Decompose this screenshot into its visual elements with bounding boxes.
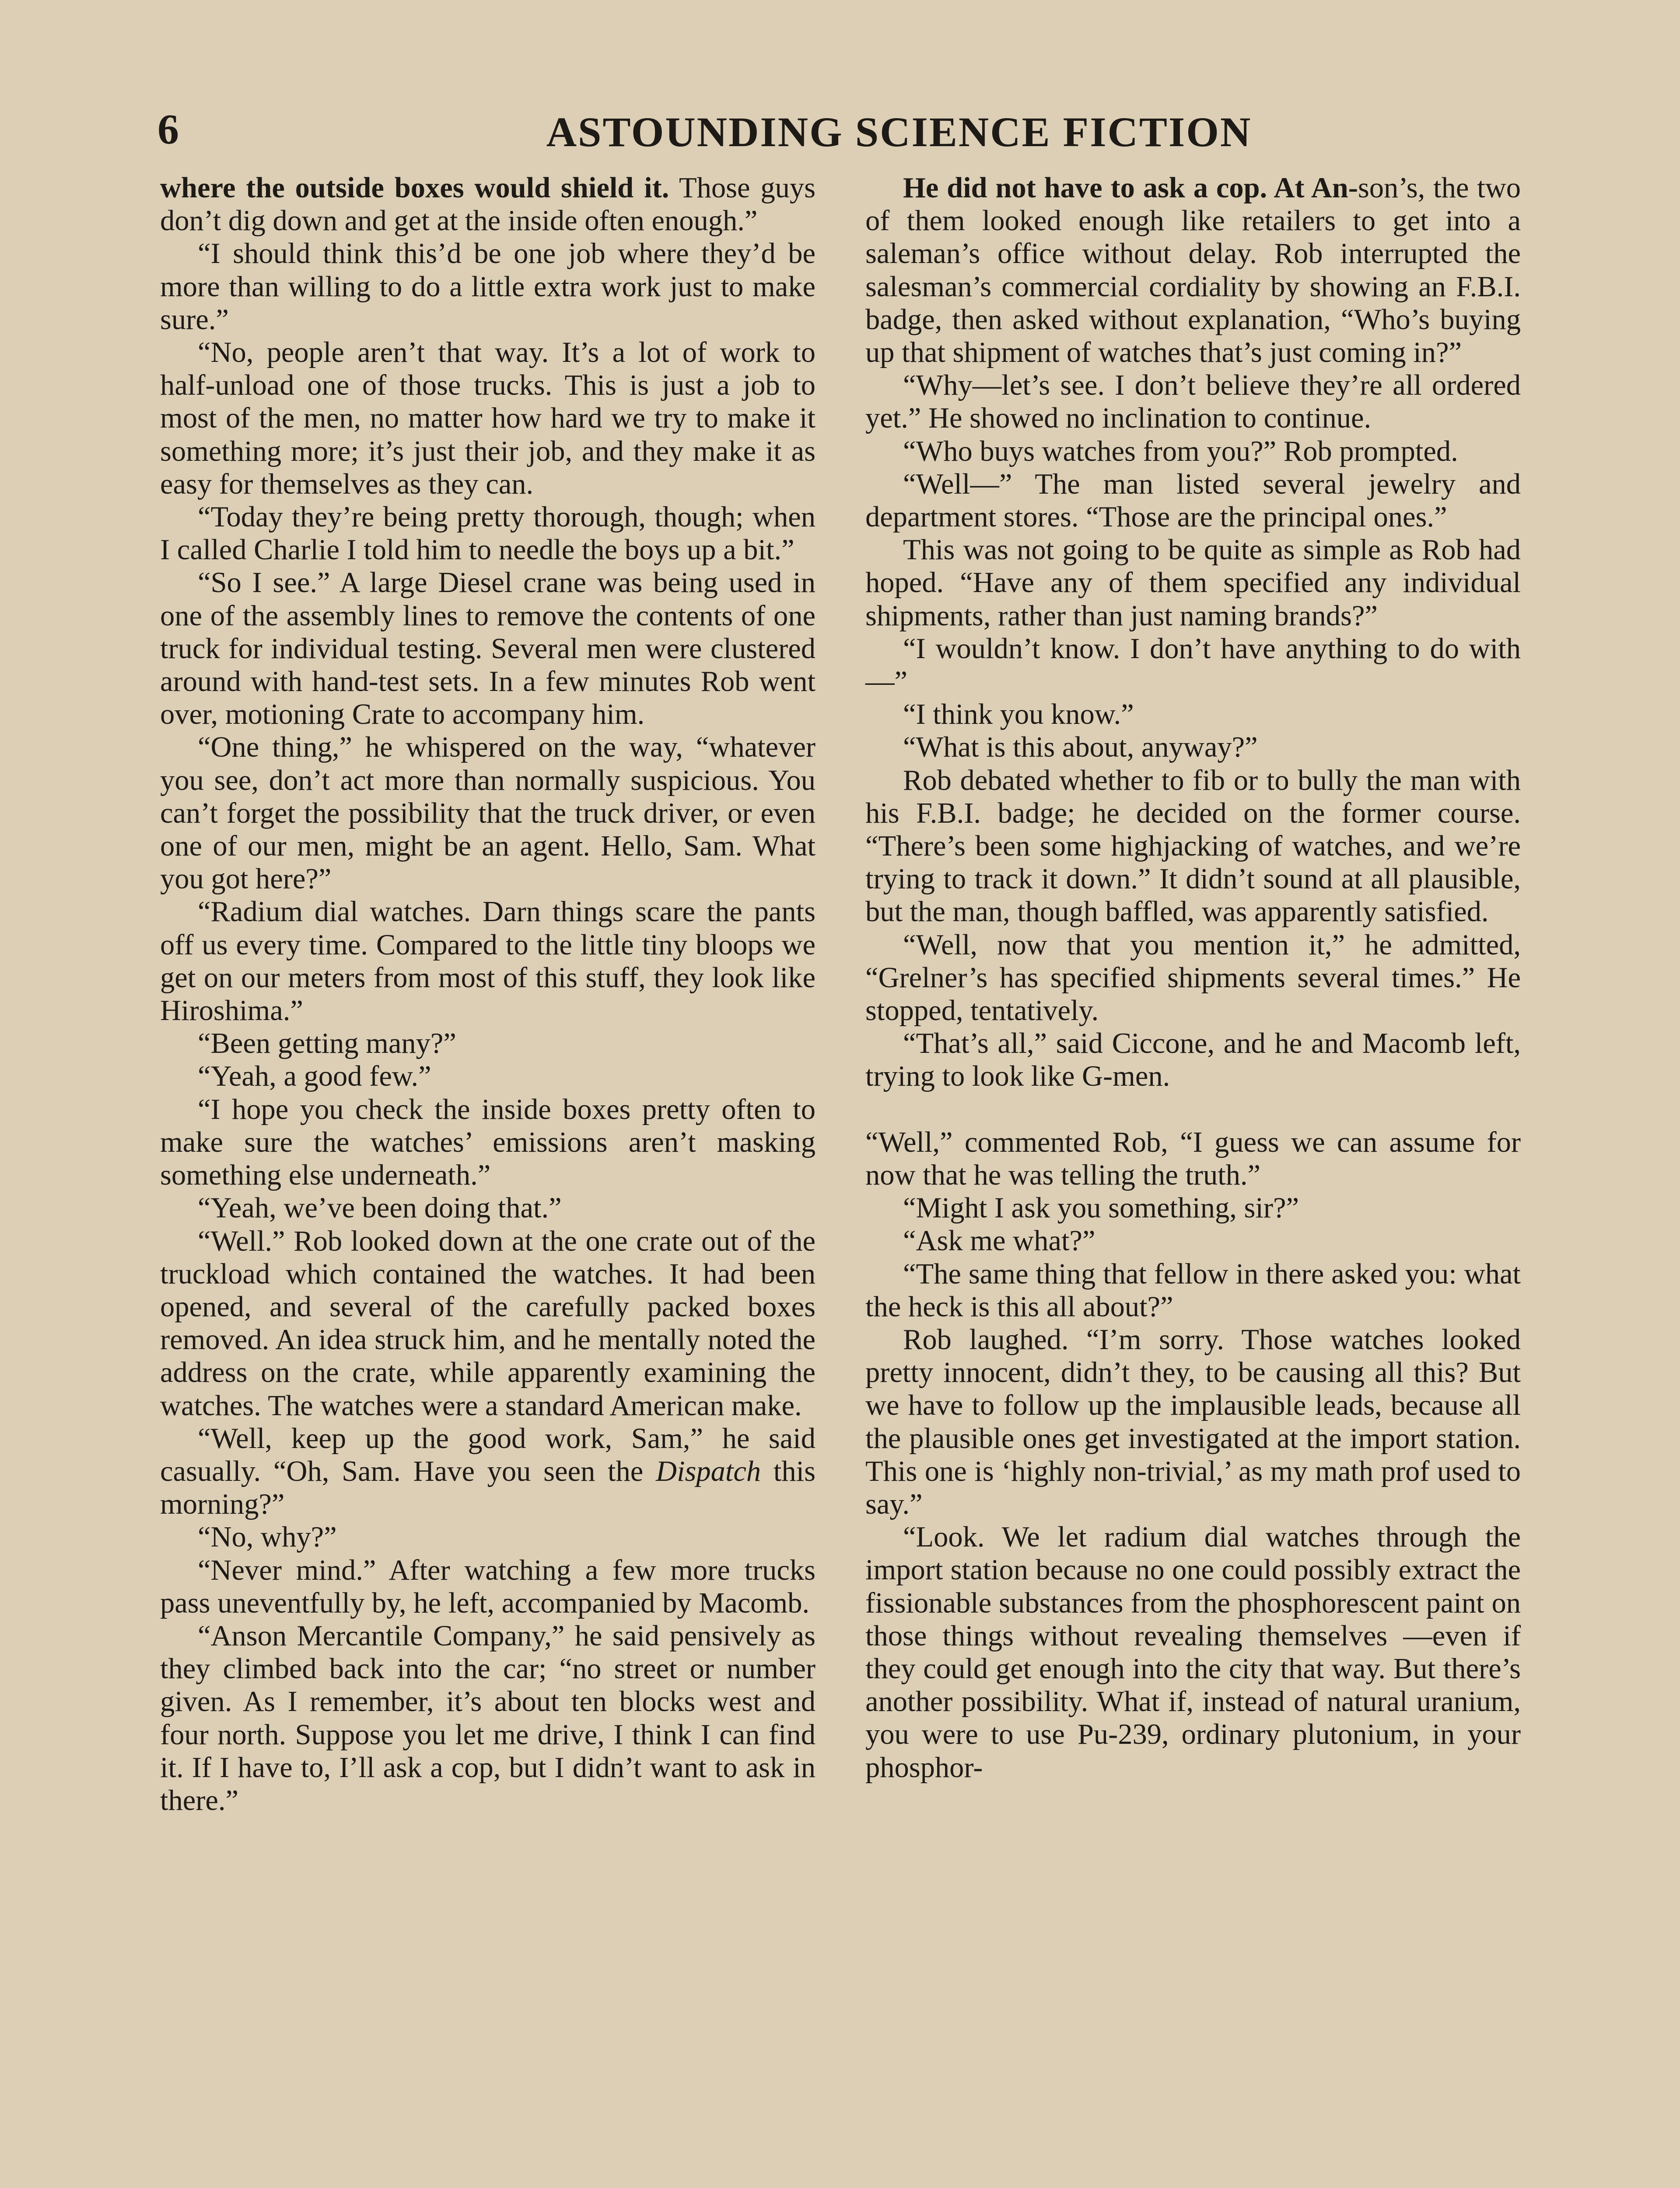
paragraph [160,731,816,895]
paragraph-text: “Well, now that you mention it,” he admitted, “Grelner’s has specified shipments several times.” He stopped, tentatively. [865,929,1521,1027]
paragraph [160,1620,816,1817]
paragraph [160,1060,816,1093]
paragraph-text: “Well—” The man listed several jewelry and department stores. “Those are the principal ones.” [865,468,1521,533]
paragraph [865,435,1521,468]
paragraph [160,1192,816,1224]
paragraph-text: This was not going to be quite as simple as Rob had hoped. “Have any of them specified any individual shipments, rather than just naming brands?” [865,534,1521,632]
paragraph [865,764,1521,929]
paragraph [865,172,1521,369]
running-title: ASTOUNDING SCIENCE FICTION [546,109,1252,155]
paragraph [160,237,816,336]
paragraph [160,1225,816,1422]
paragraph-text: “Radium dial watches. Darn things scare the pants off us every time. Compared to the little tiny bloops we get on our meters from most of this stuff, they look like Hiroshima.” [160,896,816,1027]
paragraph-text: “Been getting many?” [198,1027,456,1060]
paragraph-text: “Yeah, we’ve been doing that.” [198,1192,562,1224]
paragraph [865,1323,1521,1521]
paragraph [865,731,1521,764]
paragraph [865,1192,1521,1224]
paragraph-text: “Today they’re being pretty thorough, though; when I called Charlie I told him to needle the boys up a bit.” [160,501,816,566]
paragraph-text: Those guys don’t dig down and get at the inside often enough.” [160,172,816,237]
paragraph [160,1521,816,1553]
paragraph [865,1258,1521,1323]
italic-title: Dispatch [656,1455,761,1487]
paragraph-text: “No, why?” [198,1521,337,1553]
page-number: 6 [158,106,179,153]
paragraph [865,1224,1521,1257]
paragraph-text: “One thing,” he whispered on the way, “whatever you see, don’t act more than normally suspicious. You can’t forget the possibility that the truck driver, or even one of our men, might be an agent. Hello, Sam. What you got here?” [160,731,816,895]
paragraph-text: “That’s all,” said Ciccone, and he and Macomb left, trying to look like G-men. [865,1027,1521,1093]
paragraph [865,1521,1521,1784]
paragraph-text: “I hope you check the inside boxes pretty often to make sure the watches’ emissions aren’t masking something else underneath.” [160,1093,816,1192]
paragraph-text: “Why—let’s see. I don’t believe they’re all ordered yet.” He showed no inclination to continue. [865,369,1521,435]
paragraph-text: “I think you know.” [903,698,1134,731]
paragraph [160,172,816,237]
paragraph-text: “Well,” commented Rob, “I guess we can assume for now that he was telling the truth.” [865,1126,1521,1191]
paragraph [865,468,1521,533]
paragraph [865,698,1521,731]
paragraph-text: Rob debated whether to fib or to bully the man with his F.B.I. badge; he decided on the former course. “There’s been some highjacking of watches, and we’re trying to track it down.” It didn’t sound at all plausible, but the man, though baffled, was apparently satisfied. [865,764,1521,928]
paragraph [160,1422,816,1521]
left-text-column [160,172,816,1817]
paragraph [160,501,816,566]
paragraph [865,533,1521,632]
right-text-column [865,172,1521,1784]
paragraph [160,1093,816,1192]
paragraph [865,1027,1521,1093]
paragraph [865,1126,1521,1192]
paragraph [160,566,816,731]
paragraph-text: “Who buys watches from you?” Rob prompted. [903,435,1458,467]
paragraph-text: “So I see.” A large Diesel crane was being used in one of the assembly lines to remove the contents of one truck for individual testing. Several men were clustered around with hand-test sets. In a few minutes Rob went over, motioning Crate to accompany him. [160,567,816,731]
paragraph [865,632,1521,698]
paragraph-text: “Yeah, a good few.” [198,1060,431,1093]
paragraph-text: “I should think this’d be one job where they’d be more than willing to do a little extra work just to make sure.” [160,238,816,336]
paragraph-text: Rob laughed. “I’m sorry. Those watches looked pretty innocent, didn’t they, to be causing all this? But we have to follow up the implausible leads, because all the plausible ones get investigated at the import station. This one is ‘highly non-trivial,’ as my math prof used to say.” [865,1323,1521,1520]
paragraph [160,336,816,501]
paragraph-text: “Well, keep up the good work, Sam,” he said casually. “Oh, Sam. Have you seen the [160,1422,816,1487]
paragraph-text: “What is this about, anyway?” [903,731,1258,764]
paragraph-text: son’s, the two of them looked enough like retailers to get into a saleman’s office without delay. Rob interrupted the salesman’s commercial cordiality by showing an F.B.I. badge, then asked without explanation, “Who’s buying up that shipment of watches that’s just coming in?” [865,172,1521,369]
paragraph-text: “Never mind.” After watching a few more trucks pass uneventfully by, he left, accompanied by Macomb. [160,1554,816,1619]
page-header [158,105,1536,162]
bold-lead-in: He did not have to ask a cop. At An- [903,172,1358,204]
paragraph-text: “Look. We let radium dial watches through the import station because no one could possibly extract the fissionable substances from the phosphorescent paint on those things without revealing themselves —even if they could get enough into the city that way. But there’s another possibility. What if, instead of natural uranium, you were to use Pu-239, ordinary plutonium, in your phosphor- [865,1521,1521,1784]
paragraph [160,895,816,1027]
paragraph-text: “The same thing that fellow in there asked you: what the heck is this all about?” [865,1258,1521,1323]
paragraph-text: “Well.” Rob looked down at the one crate out of the truckload which contained the watches. It had been opened, and several of the carefully packed boxes removed. An idea struck him, and he mentally noted the address on the crate, while apparently examining the watches. The watches were a standard American make. [160,1225,816,1422]
paragraph-text: “Anson Mercantile Company,” he said pensively as they climbed back into the car; “no street or number given. As I remember, it’s about ten blocks west and four north. Suppose you let me drive, I think I can find it. If I have to, I’ll ask a cop, but I didn’t want to ask in there.” [160,1620,816,1816]
paragraph-text: “I wouldn’t know. I don’t have anything to do with—” [865,632,1521,698]
paragraph [160,1554,816,1620]
paragraph-text: “Might I ask you something, sir?” [903,1192,1299,1224]
paragraph [865,369,1521,435]
bold-lead-in: where the outside boxes would shield it. [160,172,669,204]
paragraph [160,1027,816,1060]
paragraph [865,929,1521,1027]
paragraph-text-tail: this morning?” [160,1455,816,1521]
paragraph-text: “Ask me what?” [903,1225,1096,1257]
paragraph-text: “No, people aren’t that way. It’s a lot of work to half-unload one of those trucks. This is just a job to most of the men, no matter how hard we try to make it something more; it’s just their job, and they make it as easy for themselves as they can. [160,337,816,500]
section-break [865,1093,1521,1126]
